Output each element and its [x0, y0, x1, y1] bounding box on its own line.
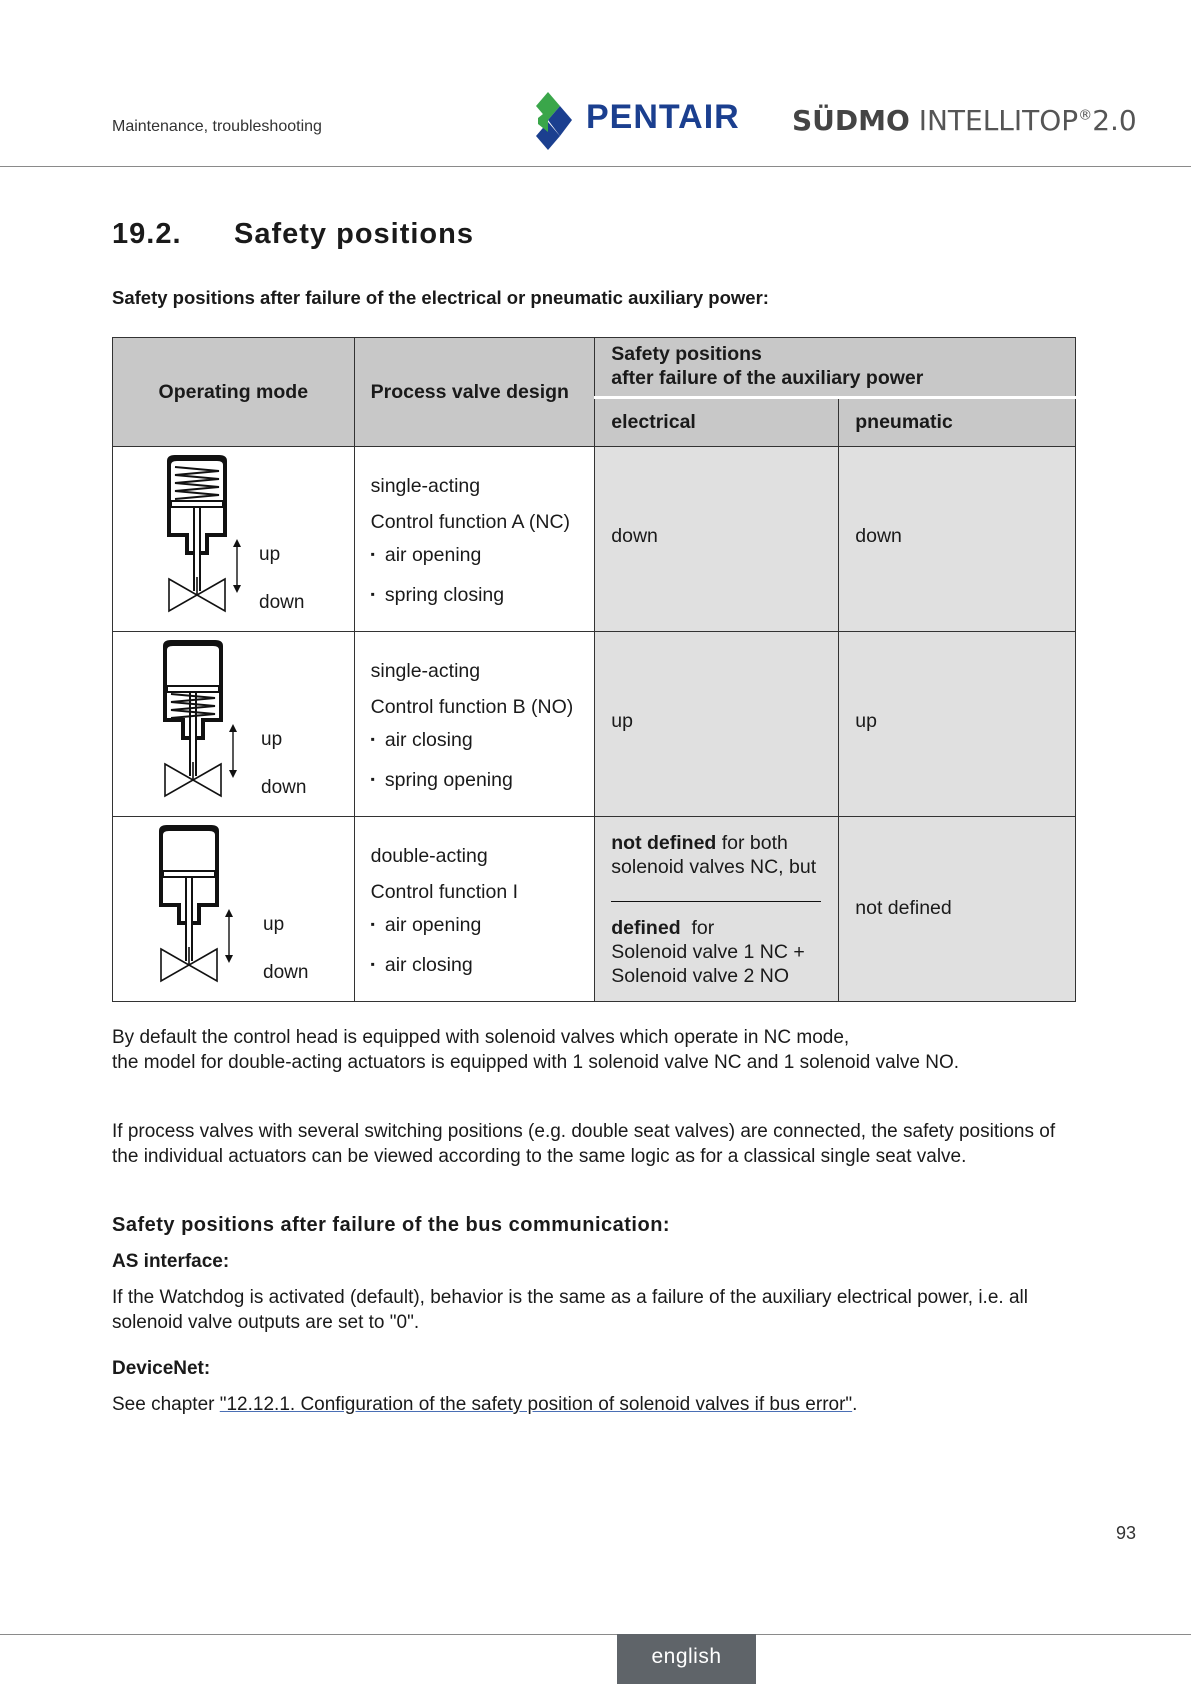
table-subheading: Safety positions after failure of the electrical or pneumatic auxiliary power:: [112, 287, 769, 308]
label-down: down: [261, 777, 307, 798]
as-interface-paragraph: If the Watchdog is activated (default), behavior is the same as a failure of the auxiliary electrical power, i.e. all solenoid valve outputs are set to "0".: [112, 1287, 1028, 1333]
chapter-link[interactable]: "12.12.1. Configuration of the safety position of solenoid valves if bus error": [219, 1394, 853, 1415]
footer-divider: [0, 1634, 1191, 1635]
bus-failure-heading: Safety positions after failure of the bus communication:: [112, 1214, 671, 1236]
section-number: 19.2.: [112, 218, 182, 250]
header-safety-positions: Safety positions after failure of the auxiliary power: [595, 338, 1076, 398]
section-heading: [112, 218, 474, 251]
pneumatic-cell: not defined: [839, 817, 1076, 1002]
operating-mode-cell: [113, 817, 355, 1002]
label-up: up: [259, 544, 281, 565]
electrical-cell: down: [595, 447, 839, 632]
label-down: down: [263, 962, 309, 983]
page-number: 93: [1116, 1523, 1137, 1543]
not-defined-note: not defined for both solenoid valves NC, but: [611, 832, 817, 878]
electrical-cell: up: [595, 632, 839, 817]
label-down: down: [259, 592, 305, 613]
table-row: [113, 632, 1076, 817]
brand-logo-text: PENTAIR: [586, 98, 740, 136]
actuator-double-acting-diagram-icon: [149, 825, 249, 993]
section-title: Safety positions: [234, 218, 474, 250]
pentair-logo-icon: [534, 92, 586, 150]
as-interface-heading: AS interface:: [112, 1251, 230, 1272]
header-divider: [0, 166, 1191, 167]
language-tab: english: [617, 1634, 756, 1684]
safety-positions-table: [112, 337, 1076, 1002]
pneumatic-cell: up: [839, 632, 1076, 817]
electrical-cell: [595, 817, 839, 1002]
operating-mode-cell: [113, 447, 355, 632]
header-process-valve-design: Process valve design: [354, 338, 595, 447]
defined-note: defined for Solenoid valve 1 NC + Solenoid valve 2 NO: [611, 917, 805, 987]
header-pneumatic: pneumatic: [839, 398, 1076, 447]
header-electrical: electrical: [595, 398, 839, 447]
header-section-title: Maintenance, troubleshooting: [112, 118, 322, 135]
cell-divider: [611, 901, 821, 902]
actuator-nc-diagram-icon: [153, 455, 253, 623]
header-operating-mode: Operating mode: [113, 338, 355, 447]
product-name: SÜDMO INTELLITOP®2.0: [792, 104, 1137, 137]
actuator-no-diagram-icon: [153, 640, 253, 808]
devicenet-paragraph: See chapter "12.12.1. Configuration of the safety position of solenoid valves if bus error".: [112, 1394, 858, 1415]
paragraph-several-switching-positions: If process valves with several switching positions (e.g. double seat valves) are connected, the safety positions of the individual actuators can be viewed according to the same logic as for a classical single seat valve.: [112, 1121, 1056, 1167]
table-row: [113, 447, 1076, 632]
label-up: up: [263, 914, 285, 935]
process-valve-design-cell: single-acting Control function B (NO) ▪ air closing ▪ spring opening: [354, 632, 595, 817]
process-valve-design-cell: double-acting Control function I ▪ air opening ▪ air closing: [354, 817, 595, 1002]
table-row: [113, 817, 1076, 1002]
label-up: up: [261, 729, 283, 750]
devicenet-heading: DeviceNet:: [112, 1358, 211, 1379]
process-valve-design-cell: single-acting Control function A (NC) ▪ air opening ▪ spring closing: [354, 447, 595, 632]
operating-mode-cell: [113, 632, 355, 817]
pneumatic-cell: down: [839, 447, 1076, 632]
paragraph-default-solenoid: By default the control head is equipped with solenoid valves which operate in NC mode, the model for double-acting actuators is equipped with 1 solenoid valve NC and 1 solenoid valve NO.: [112, 1027, 960, 1073]
